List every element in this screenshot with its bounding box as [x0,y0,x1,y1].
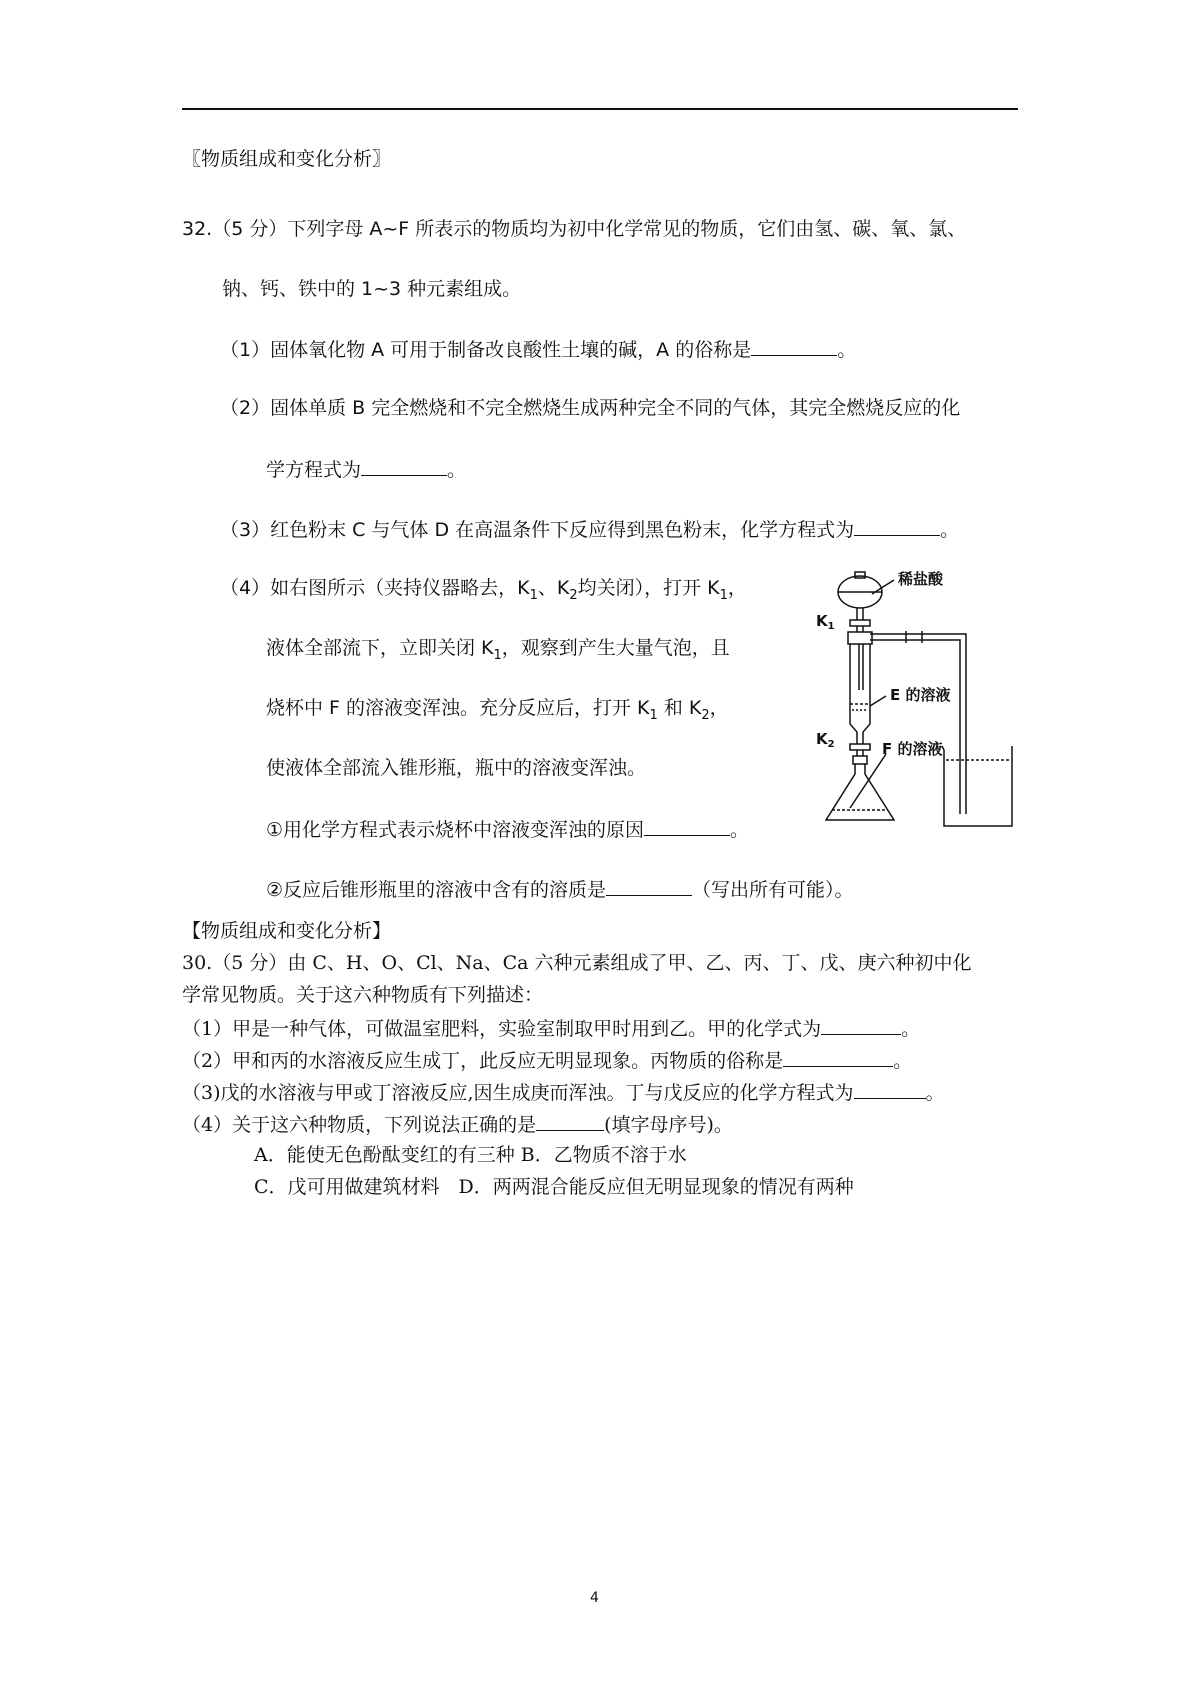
text: 液体全部流下，立即关闭 K [266,637,494,659]
q32-part1-text: （1）固体氧化物 A 可用于制备改良酸性土壤的碱，A 的俗称是 [220,339,752,361]
answer-blank[interactable] [821,1014,901,1035]
q32-part4-line3 [266,695,729,729]
text: （1）甲是一种气体，可做温室肥料，实验室制取甲时用到乙。甲的化学式为 [182,1018,822,1040]
label-k2 [816,730,835,750]
q32-stem-line1: 32.（5 分）下列字母 A~F 所表示的物质均为初中化学常见的物质，它们由氢、碳、氧、氯、 [182,218,967,240]
answer-blank[interactable] [854,515,940,536]
q32-part4-line1 [220,575,747,609]
text: （3)戊的水溶液与甲或丁溶液反应,因生成庚而浑浊。丁与戊反应的化学方程式为 [182,1082,854,1104]
text: 。 [901,1018,921,1040]
q30-part3 [182,1078,945,1106]
label-e-solution: E 的溶液 [890,686,951,704]
q32-part1 [220,335,856,363]
subscript: 1 [649,707,658,723]
label-k1 [816,612,835,632]
q32-part4-line2 [266,635,730,669]
text: （2）甲和丙的水溶液反应生成丁，此反应无明显现象。丙物质的俗称是 [182,1050,784,1072]
q32-part2-text: 学方程式为 [266,459,362,481]
apparatus-diagram [810,568,1030,828]
q32-part3-end: 。 [940,519,960,541]
q30-part1 [182,1014,920,1042]
q30-stem-line2: 学常见物质。关于这六种物质有下列描述： [182,984,544,1006]
page-number: 4 [590,1590,599,1606]
q32-part3-text: （3）红色粉末 C 与气体 D 在高温条件下反应得到黑色粉末，化学方程式为 [220,519,855,541]
answer-blank[interactable] [644,815,730,836]
q32-stem-line2: 钠、钙、铁中的 1~3 种元素组成。 [222,278,522,300]
text: （4）如右图所示（夹持仪器略去，K [220,577,530,599]
q32-part2-line1: （2）固体单质 B 完全燃烧和不完全燃烧生成两种完全不同的气体，其完全燃烧反应的化 [220,397,961,419]
subscript: 1 [827,621,835,632]
section-heading-b: 【物质组成和变化分析】 [182,920,392,942]
text: ①用化学方程式表示烧杯中溶液变浑浊的原因 [266,819,645,841]
answer-blank[interactable] [606,875,692,896]
text: K [816,612,828,630]
text: 。 [730,819,750,841]
text: （写出所有可能）。 [692,879,854,901]
q32-part4-q2 [266,875,854,903]
label-acid: 稀盐酸 [898,570,944,588]
text: 。 [893,1050,913,1072]
subscript: 1 [493,647,502,663]
text: 和 K [657,697,702,719]
text: K [816,730,828,748]
text: ， [727,577,747,599]
subscript: 1 [719,587,728,603]
answer-blank[interactable] [783,1046,893,1067]
q30-stem-line1: 30.（5 分）由 C、H、O、Cl、Na、Ca 六种元素组成了甲、乙、丙、丁、戊、庚六种初中化 [182,952,972,974]
q32-part2-line2 [266,455,466,483]
q30-part2 [182,1046,912,1074]
header-rule [182,108,1018,110]
q32-part3 [220,515,959,543]
text: 烧杯中 F 的溶液变浑浊。充分反应后，打开 K [266,697,650,719]
stopcock-k1 [850,620,870,626]
text: ②反应后锥形瓶里的溶液中含有的溶质是 [266,879,607,901]
text: ， [709,697,729,719]
q32-part2-end: 。 [447,459,467,481]
q32-part1-end: 。 [837,339,857,361]
q32-part4-q1 [266,815,749,843]
text: 。 [925,1082,945,1104]
subscript: 2 [827,739,835,750]
q30-part4 [182,1110,733,1138]
label-f-solution: F 的溶液 [882,740,943,758]
stopcock-k2 [850,744,870,750]
subscript: 2 [569,587,578,603]
text: 、K [537,577,570,599]
q32-part4-line4: 使液体全部流入锥形瓶，瓶中的溶液变浑浊。 [266,757,647,779]
section-heading-a: 〖物质组成和变化分析〗 [182,148,392,170]
text: （4）关于这六种物质，下列说法正确的是 [182,1114,537,1136]
subscript: 1 [529,587,538,603]
answer-blank[interactable] [751,335,837,356]
q30-options-ab: A．能使无色酚酞变红的有三种 B．乙物质不溶于水 [254,1144,687,1166]
answer-blank[interactable] [536,1110,604,1131]
q30-options-cd: C．戊可用做建筑材料 D．两两混合能反应但无明显现象的情况有两种 [254,1176,854,1198]
beaker [942,746,1012,826]
answer-blank[interactable] [854,1078,926,1099]
text: (填字母序号)。 [604,1114,733,1136]
text: ，观察到产生大量气泡，且 [501,637,730,659]
subscript: 2 [701,707,710,723]
text: 均关闭），打开 K [577,577,720,599]
answer-blank[interactable] [361,455,447,476]
